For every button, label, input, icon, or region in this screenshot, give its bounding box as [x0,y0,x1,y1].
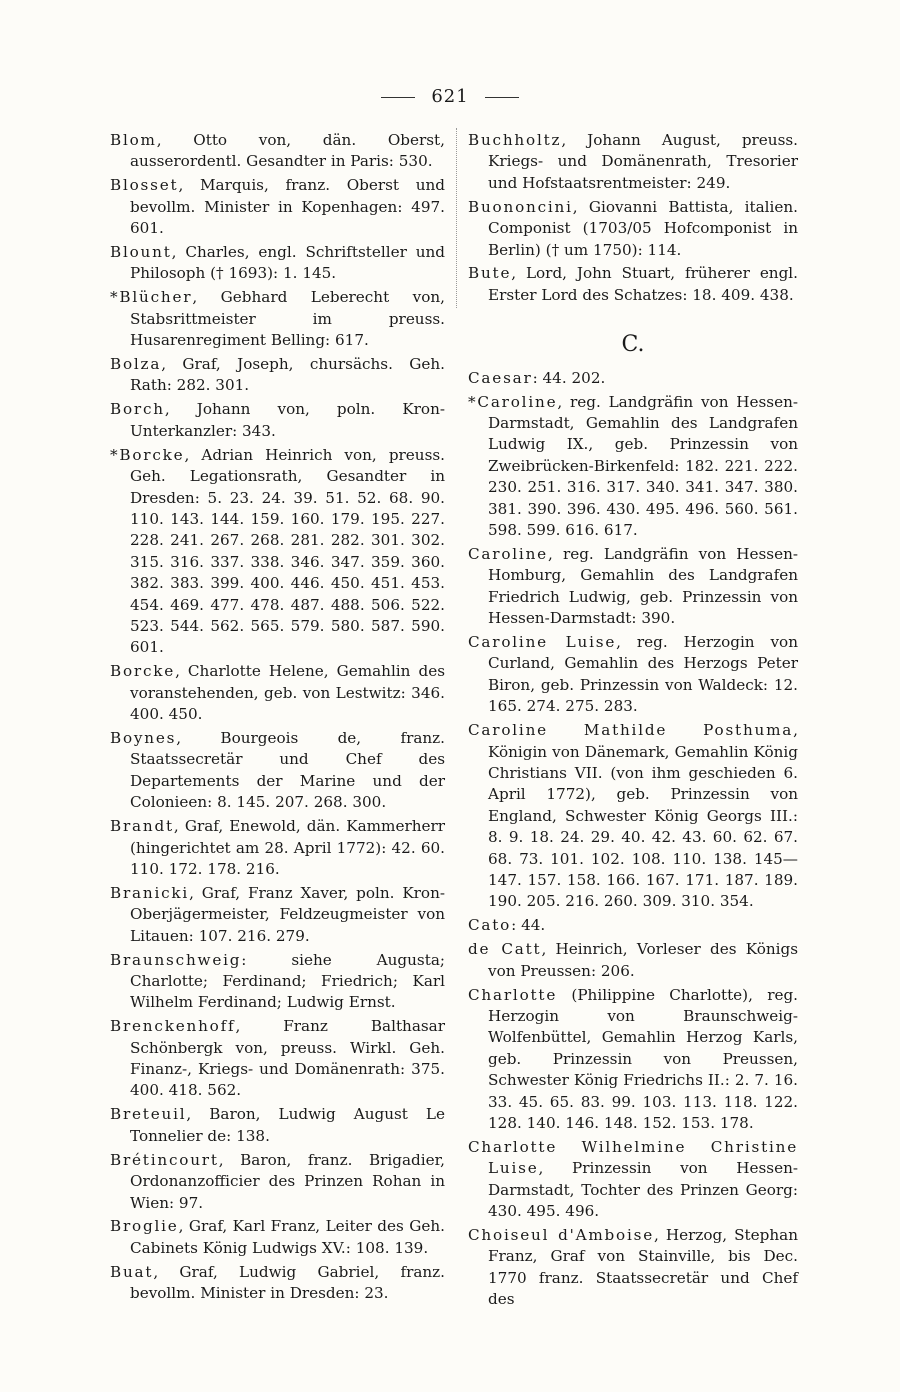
index-entry [468,939,798,982]
entry-name: Charlotte [468,985,558,1004]
entry-name: Caroline Luise [468,633,617,652]
entry-name: Borcke [110,662,176,681]
entry-name: *Caroline [468,392,558,411]
entry-name: Blount [110,243,172,262]
entry-text: , Franz Balthasar Schönbergk von, preuss. Wirkl. Geh. Finanz-, Kriegs- und Domänenrath: 375. 400. 418. 562. [130,1017,445,1100]
column-divider [456,128,457,308]
index-entry [110,1150,445,1214]
entry-name: Bolza [110,355,162,374]
header-rule-right [485,97,519,98]
index-entry [110,950,445,1014]
entry-text: , Johann von, poln. Kron-Unterkanzler: 343. [130,400,445,440]
entry-name: Brenckenhoff [110,1017,236,1036]
index-entry [110,661,445,725]
entry-text: (Philippine Charlotte), reg. Herzogin von Braunschweig-Wolfenbüttel, Gemahlin Herzog Karls, geb. Prinzessin von Preussen, Schwester König Friedrichs II.: 2. 7. 16. 33. 45. 65. 83. 99. 103. 113. 118. 122. 128. 140. 146. 148. 152. 153. 178. [488,985,798,1132]
entry-text: , reg. Landgräfin von Hessen-Homburg, Gemahlin des Landgrafen Friedrich Ludwig, geb. Prinzessin von Hessen-Darmstadt: 390. [488,544,798,628]
entry-name: Blom [110,131,157,149]
index-entry [468,1225,798,1311]
right-column-top [468,130,798,306]
entry-text: , Graf, Joseph, chursächs. Geh. Rath: 282. 301. [130,355,445,395]
entry-name: Branicki [110,883,190,902]
entry-text: , Graf, Ludwig Gabriel, franz. bevollm. Minister in Dresden: 23. [130,1262,445,1303]
entry-text: , Herzog, Stephan Franz, Graf von Stainville, bis Dec. 1770 franz. Staatssecretär und Chef des [488,1226,798,1309]
entry-name: Caroline [468,544,548,563]
index-entry [468,263,798,306]
entry-text: : 44. [511,916,546,935]
left-column [110,130,445,1307]
entry-name: Buchholtz [468,131,562,149]
index-entry [468,368,798,389]
entry-text: , Lord, John Stuart, früherer engl. Erster Lord des Schatzes: 18. 409. 438. [488,264,798,304]
index-entry [110,1016,445,1102]
index-entry [468,544,798,630]
entry-name: Brandt [110,817,174,836]
entry-text: , Graf, Karl Franz, Leiter des Geh. Cabinets König Ludwigs XV.: 108. 139. [130,1217,445,1257]
entry-text: , Adrian Heinrich von, preuss. Geh. Legationsrath, Gesandter in Dresden: 5. 23. 24. 39. 51. 52. 68. 90. 110. 143. 144. 159. 160. 179. 195. 227. 228. 241. 267. 268. 281. 282. 301. 302. 315. 316. 337. 338. 346. 347. 359. 360. 382. 383. 399. 400. 446. 450. 451. 453. 454. 469. 477. 478. 487. 488. 506. 522. 523. 544. 562. 565. 579. 580. 587. 590. 601. [130,445,445,657]
entry-name: Caesar [468,368,533,387]
entry-text: , Johann August, preuss. Kriegs- und Domänenrath, Tresorier und Hofstaatsrentmeister: 249. [488,131,798,192]
entry-name: Charlotte Wilhelmine Christine Luise [468,1137,798,1178]
entry-text: , Graf, Franz Xaver, poln. Kron-Oberjägermeister, Feldzeugmeister von Litauen: 107. 216. 279. [130,883,445,945]
index-entry [110,1262,445,1305]
entry-name: Boynes [110,728,177,747]
entry-text: , Königin von Dänemark, Gemahlin König Christians VII. (von ihm geschieden 6. April 1772), geb. Prinzessin von England, Schwester König Georgs III.: 8. 9. 18. 24. 29. 40. 42. 43. 60. 62. 67. 68. 73. 101. 102. 108. 110. 138. 145—147. 157. 158. 166. 167. 171. 187. 189. 190. 205. 216. 260. 309. 310. 354. [488,721,798,911]
entry-text: , Prinzessin von Hessen-Darmstadt, Tochter des Prinzen Georg: 430. 495. 496. [488,1159,798,1221]
entry-name: Broglie [110,1217,179,1236]
entry-text: , Bourgeois de, franz. Staatssecretär und Chef des Departements der Marine und der Colonieen: 8. 145. 207. 268. 300. [130,728,445,812]
page-number: 621 [431,86,469,107]
index-entry [110,1216,445,1259]
index-entry [468,197,798,261]
entry-name: Blosset [110,176,179,195]
entry-text: , reg. Herzogin von Curland, Gemahlin des Herzogs Peter Biron, geb. Prinzessin von Waldeck: 12. 165. 274. 275. 283. [488,633,798,716]
index-entry [468,915,798,936]
index-entry [110,130,445,173]
index-entry [110,1104,445,1147]
index-entry [110,175,445,239]
entry-text: , Baron, Ludwig August Le Tonnelier de: 138. [130,1105,445,1145]
index-entry [110,242,445,285]
index-entry [468,392,798,542]
entry-name: *Borcke [110,445,185,464]
entry-text: , Marquis, franz. Oberst und bevollm. Minister in Kopenhagen: 497. 601. [130,176,445,238]
index-entry [110,816,445,880]
entry-text: , reg. Landgräfin von Hessen-Darmstadt, Gemahlin des Landgrafen Ludwig IX., geb. Prinzessin von Zweibrücken-Birkenfeld: 182. 221. 222. 230. 251. 316. 317. 340. 341. 347. 380. 381. 390. 396. 430. 495. 496. 560. 561. 598. 599. 616. 617. [488,392,798,539]
entry-name: Cato [468,916,512,935]
index-entry [468,632,798,718]
entry-text: , Otto von, dän. Oberst, ausserordentl. Gesandter in Paris: 530. [130,131,445,171]
entry-name: Bute [468,264,512,283]
entry-name: *Blücher [110,288,193,307]
entry-name: Caroline Mathilde Posthuma [468,721,794,740]
right-column-bottom [468,368,798,1311]
header-rule-left [381,97,415,98]
entry-name: Braunschweig [110,950,242,969]
entry-text: , Graf, Enewold, dän. Kammerherr (hingerichtet am 28. April 1772): 42. 60. 110. 172. 178. 216. [130,817,445,878]
entry-name: Breteuil [110,1105,187,1124]
entry-text: : 44. 202. [532,368,606,387]
index-entry [110,354,445,397]
entry-text: , Charlotte Helene, Gemahlin des voranstehenden, geb. von Lestwitz: 346. 400. 450. [130,662,445,724]
index-entry [468,985,798,1135]
index-entry [110,399,445,442]
entry-text: , Baron, franz. Brigadier, Ordonanzofficier des Prinzen Rohan in Wien: 97. [130,1150,445,1212]
index-entry [110,883,445,947]
entry-name: Brétincourt [110,1150,219,1169]
entry-name: Choiseul d'Amboise [468,1226,655,1244]
page-header [0,86,900,107]
entry-text: , Giovanni Battista, italien. Componist (1703/05 Hofcomponist in Berlin) († um 1750): 114. [488,197,798,259]
entry-name: Buononcini [468,197,573,216]
right-column [468,130,798,1313]
index-entry [468,1137,798,1223]
entry-name: Borch [110,400,165,419]
entry-text: : siehe Augusta; Charlotte; Ferdinand; Friedrich; Karl Wilhelm Ferdinand; Ludwig Ernst. [130,950,445,1012]
index-entry [110,445,445,659]
index-entry [110,287,445,351]
entry-text: , Gebhard Leberecht von, Stabsrittmeister im preuss. Husarenregiment Belling: 617. [130,288,445,350]
entry-name: de Catt [468,940,542,959]
entry-name: Buat [110,1262,154,1281]
index-entry [468,130,798,194]
section-heading: C. [621,332,645,358]
entry-text: , Heinrich, Vorleser des Königs von Preussen: 206. [488,940,798,980]
index-entry [110,728,445,814]
entry-text: , Charles, engl. Schriftsteller und Philosoph († 1693): 1. 145. [130,243,445,283]
index-entry [468,720,798,913]
